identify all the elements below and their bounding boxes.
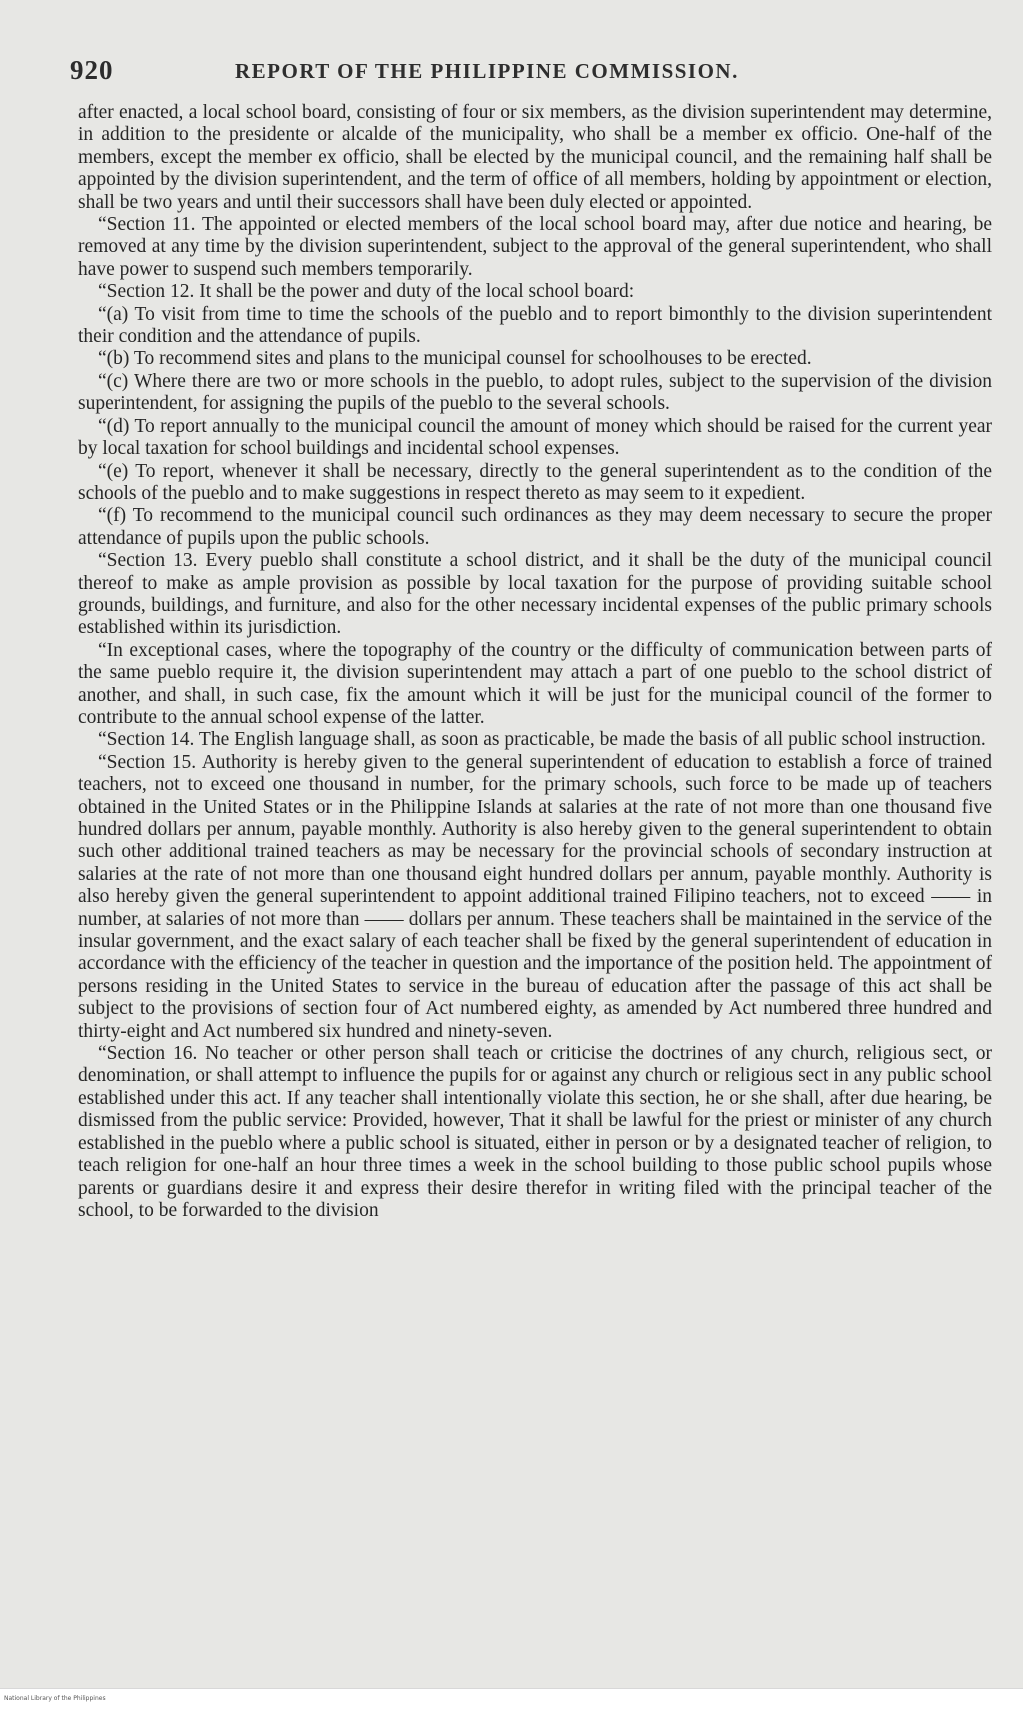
paragraph-continuation: after enacted, a local school board, consisting of four or six members, as the division superintendent may determine, in addition to the presidente or alcalde of the municipality, who shall be a member ex officio. One-half of the members, except the member ex officio, shall be elected by the municipal council, and the remaining half shall be appointed by the division superintendent, and the term of office of all members, holding by appointment or election, shall be two years and until their successors shall have been duly elected or appointed.	[78, 102, 992, 213]
page-header	[70, 55, 980, 95]
paragraph-section-12-c: “(c) Where there are two or more schools in the pueblo, to adopt rules, subject to the supervision of the division superintendent, for assigning the pupils of the pueblo to the several schools.	[78, 370, 992, 415]
paragraph-section-12-e: “(e) To report, whenever it shall be necessary, directly to the general superintendent as to the condition of the schools of the pueblo and to make suggestions in respect thereto as may seem to it expedient.	[78, 460, 992, 504]
body-text	[78, 102, 992, 1222]
paragraph-section-12: “Section 12. It shall be the power and duty of the local school board:	[98, 281, 635, 303]
paragraph-section-12-f: “(f) To recommend to the municipal council such ordinances as they may deem necessary to secure the proper attendance of pupils upon the public schools.	[78, 505, 992, 549]
scan-footer	[0, 1688, 1023, 1711]
paragraph-section-12-b: “(b) To recommend sites and plans to the municipal counsel for schoolhouses to be erected.	[98, 348, 812, 370]
paragraph-exceptional-cases: “In exceptional cases, where the topography of the country or the difficulty of communication between parts of the same pueblo require it, the division superintendent may attach a part of one pueblo to the school district of another, and shall, in such case, fix the amount which it will be just for the municipal council of the former to contribute to the annual school expense of the latter.	[78, 639, 992, 728]
paragraph-section-12-d: “(d) To report annually to the municipal council the amount of money which should be raised for the current year by local taxation for school buildings and incidental school expenses.	[78, 415, 992, 460]
paragraph-section-14: “Section 14. The English language shall, as soon as practicable, be made the basis of all public school instruction.	[98, 729, 986, 751]
paragraph-section-16: “Section 16. No teacher or other person shall teach or criticise the doctrines of any church, religious sect, or denomination, or shall attempt to influence the pupils for or against any church or religious sect in any public school established under this act. If any teacher shall intentionally violate this section, he or she shall, after due hearing, be dismissed from the public service: Provided, however, That it shall be lawful for the priest or minister of any church established in the pueblo where a public school is situated, either in person or by a designated teacher of religion, to teach religion for one-half an hour three times a week in the school building to those public school pupils whose parents or guardians desire it and express their desire therefor in writing filed with the principal teacher of the school, to be forwarded to the division	[78, 1043, 992, 1221]
paragraph-section-11: “Section 11. The appointed or elected members of the local school board may, after due notice and hearing, be removed at any time by the division superintendent, subject to the approval of the general superintendent, who shall have power to suspend such members temporarily.	[78, 214, 992, 280]
paragraph-section-12-a: “(a) To visit from time to time the schools of the pueblo and to report bimonthly to the division superintendent their condition and the attendance of pupils.	[78, 303, 992, 348]
page-number: 920	[70, 55, 114, 85]
footer-label: National Library of the Philippines	[4, 1695, 106, 1702]
running-head: REPORT OF THE PHILIPPINE COMMISSION.	[235, 59, 739, 83]
paragraph-section-13: “Section 13. Every pueblo shall constitute a school district, and it shall be the duty of the municipal council thereof to make as ample provision as possible by local taxation for the purpose of providing suitable school grounds, buildings, and furniture, and also for the other necessary incidental expenses of the public primary schools established within its jurisdiction.	[78, 550, 992, 639]
paragraph-section-15: “Section 15. Authority is hereby given to the general superintendent of education to establish a force of trained teachers, not to exceed one thousand in number, for the primary schools, such force to be made up of teachers obtained in the United States or in the Philippine Islands at salaries at the rate of not more than one thousand five hundred dollars per annum, payable monthly. Authority is also hereby given to the general superintendent to obtain such other additional trained teachers as may be necessary for the provincial schools of secondary instruction at salaries at the rate of not more than one thousand eight hundred dollars per annum, payable monthly. Authority is also hereby given the general superintendent to appoint additional trained Filipino teachers, not to exceed —— in number, at salaries of not more than —— dollars per annum. These teachers shall be maintained in the service of the insular government, and the exact salary of each teacher shall be fixed by the general superintendent of education in accordance with the efficiency of the teacher in question and the importance of the position held. The appointment of persons residing in the United States to service in the bureau of education after the passage of this act shall be subject to the provisions of section four of Act numbered eighty, as amended by Act numbered three hundred and thirty-eight and Act numbered six hundred and ninety-seven.	[78, 751, 992, 1042]
